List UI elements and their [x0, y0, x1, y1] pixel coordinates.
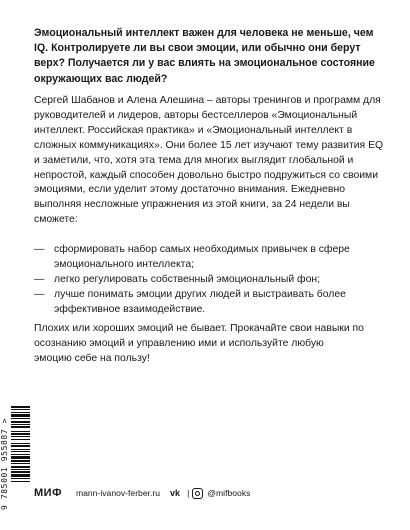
publisher-footer — [34, 485, 250, 501]
instagram-icon[interactable] — [192, 488, 203, 499]
social-handle-link[interactable]: @mifbooks — [207, 488, 251, 498]
isbn-suffix: > — [0, 417, 9, 424]
social-links — [170, 488, 250, 499]
list-item — [34, 273, 389, 288]
separator: | — [187, 488, 190, 498]
closing-paragraph: Плохих или хороших эмоций не бывает. Прокачайте свои навыки по осознанию эмоций и управлению ими и используйте любую эмоцию себе на пользу! — [34, 323, 364, 364]
list-item-text: сформировать набор самых необходимых привычек в сфере эмоционального интеллекта; — [54, 244, 350, 270]
isbn-digits — [0, 404, 10, 524]
list-item — [34, 288, 389, 318]
authors-paragraph: Сергей Шабанов и Алена Алешина – авторы тренингов и программ для руководителей и лидеров, авторы бестселлеров «Эмоциональный интеллект. Российская практика» и «Эмоциональный интеллект в сложных коммуникациях». Они более 15 лет изучают тему развития EQ и заметили, что, хотя эта тема для многих выглядит глобальной и непростой, каждый способен довольно быстро подружиться со своими эмоциями, если уделит этому достаточно внимания. Ежедневно выполняя несложные упражнения из этой книги, за 24 недели вы сможете: — [34, 95, 384, 226]
publisher-website-link[interactable]: mann-ivanov-ferber.ru — [75, 488, 161, 498]
list-item — [34, 243, 389, 273]
list-item-text: легко регулировать собственный эмоциональный фон; — [54, 273, 321, 285]
publisher-logo: МИФ — [34, 487, 62, 499]
results-list — [34, 243, 389, 318]
list-dash: — — [34, 288, 45, 300]
intro-paragraph: Эмоциональный интеллект важен для человека не меньше, чем IQ. Контролируете ли вы свои эмоции, или обычно они берут верх? Получается ли у вас влиять на эмоциональное состояние окружающих вас людей? — [34, 27, 375, 85]
list-item-text: лучше понимать эмоции других людей и выстраивать более эффективное взаимодействие. — [54, 288, 346, 315]
list-dash: — — [34, 273, 45, 285]
vk-icon[interactable]: vk — [170, 488, 181, 498]
isbn-number: 9 785001 955887 — [0, 428, 9, 511]
list-dash: — — [34, 244, 45, 255]
